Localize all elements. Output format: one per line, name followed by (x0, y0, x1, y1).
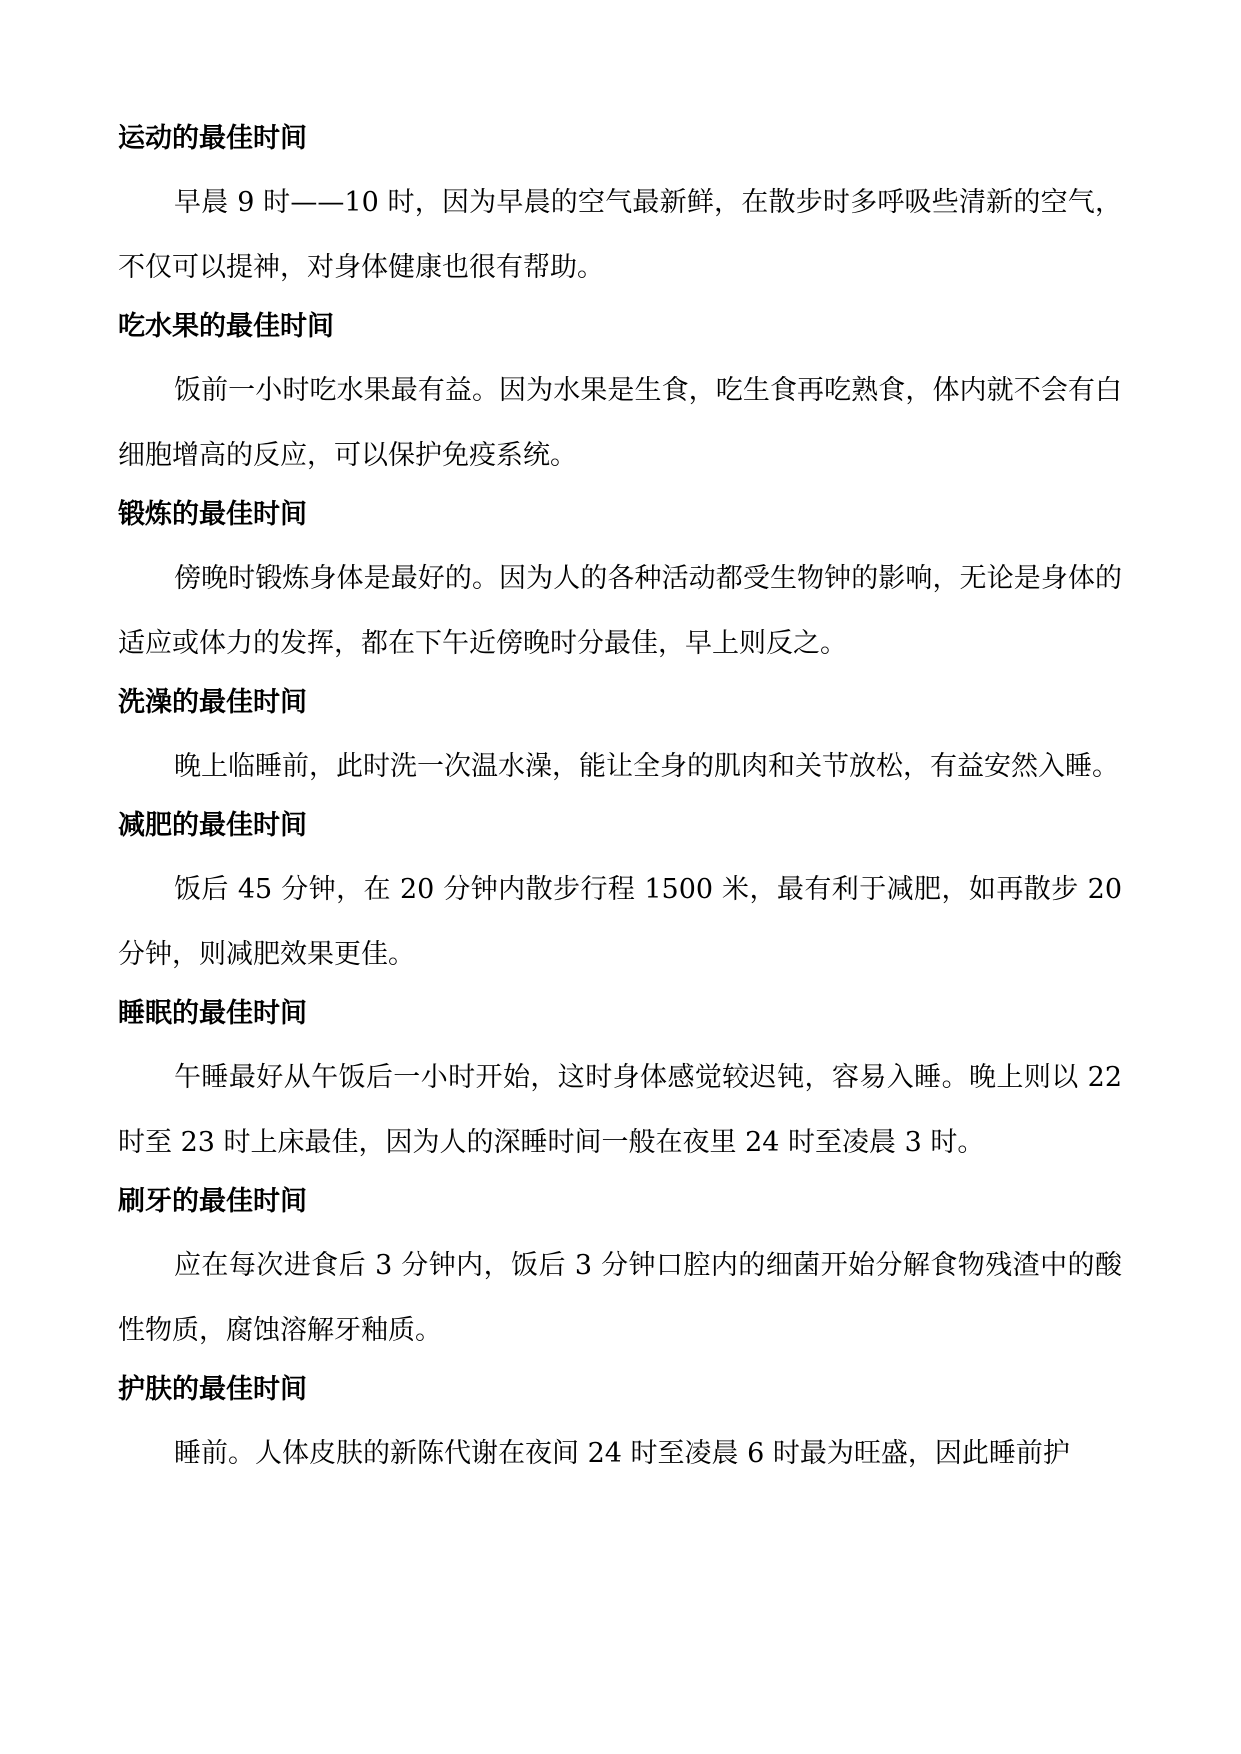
section-fruit (118, 308, 1122, 488)
section-bath (118, 684, 1122, 799)
section-paragraph: 早晨 9 时——10 时，因为早晨的空气最新鲜，在散步时多呼吸些清新的空气，不仅可以提神，对身体健康也很有帮助。 (118, 187, 1122, 283)
section-skincare (118, 1371, 1122, 1486)
section-paragraph: 应在每次进食后 3 分钟内，饭后 3 分钟口腔内的细菌开始分解食物残渣中的酸性物质，腐蚀溶解牙釉质。 (118, 1250, 1122, 1346)
section-heading: 护肤的最佳时间 (118, 1374, 307, 1405)
section-sleep (118, 995, 1122, 1175)
section-paragraph: 午睡最好从午饭后一小时开始，这时身体感觉较迟钝，容易入睡。晚上则以 22 时至 23 时上床最佳，因为人的深睡时间一般在夜里 24 时至凌晨 3 时。 (118, 1062, 1122, 1158)
section-paragraph: 睡前。人体皮肤的新陈代谢在夜间 24 时至凌晨 6 时最为旺盛，因此睡前护 (174, 1438, 1070, 1469)
section-heading: 睡眠的最佳时间 (118, 998, 307, 1029)
section-exercise (118, 120, 1122, 300)
section-heading: 锻炼的最佳时间 (118, 499, 307, 530)
section-workout (118, 496, 1122, 676)
section-paragraph: 晚上临睡前，此时洗一次温水澡，能让全身的肌肉和关节放松，有益安然入睡。 (174, 751, 1119, 782)
document-content (118, 120, 1122, 1494)
section-brushing (118, 1183, 1122, 1363)
section-heading: 刷牙的最佳时间 (118, 1186, 307, 1217)
section-paragraph: 饭后 45 分钟，在 20 分钟内散步行程 1500 米，最有利于减肥，如再散步 20 分钟，则减肥效果更佳。 (118, 874, 1122, 970)
section-heading: 吃水果的最佳时间 (118, 311, 334, 342)
section-heading: 洗澡的最佳时间 (118, 687, 307, 718)
section-heading: 运动的最佳时间 (118, 123, 307, 154)
section-weight-loss (118, 807, 1122, 987)
section-heading: 减肥的最佳时间 (118, 810, 307, 841)
section-paragraph: 傍晚时锻炼身体是最好的。因为人的各种活动都受生物钟的影响，无论是身体的适应或体力的发挥，都在下午近傍晚时分最佳，早上则反之。 (118, 563, 1122, 659)
section-paragraph: 饭前一小时吃水果最有益。因为水果是生食，吃生食再吃熟食，体内就不会有白细胞增高的反应，可以保护免疫系统。 (118, 375, 1122, 471)
